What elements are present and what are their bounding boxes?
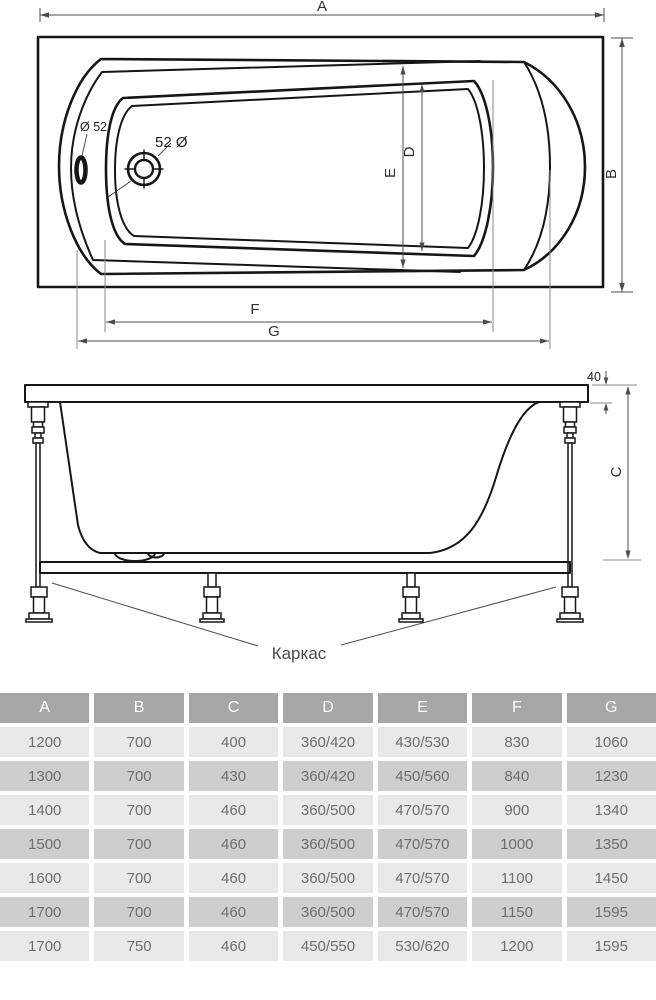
table-cell: 400 <box>189 727 278 757</box>
table-cell: 1595 <box>567 931 656 961</box>
table-cell: 430/530 <box>378 727 467 757</box>
frame-leg-left <box>28 402 48 587</box>
table-cell: 460 <box>189 829 278 859</box>
frame-leader-left <box>52 583 258 646</box>
frame-foot-mid-right <box>399 573 423 622</box>
table-cell: 1200 <box>472 931 561 961</box>
dim-label-f: F <box>250 301 260 318</box>
header-cell: C <box>189 693 278 723</box>
rim-slab <box>25 385 588 402</box>
header-cell: G <box>567 693 656 723</box>
table-cell: 1700 <box>0 931 89 961</box>
table-cell: 700 <box>94 863 183 893</box>
table-cell: 1340 <box>567 795 656 825</box>
table-cell: 430 <box>189 761 278 791</box>
header-cell: A <box>0 693 89 723</box>
table-cell: 470/570 <box>378 897 467 927</box>
side-view-dimensions <box>587 370 641 560</box>
header-cell: B <box>94 693 183 723</box>
table-cell: 470/570 <box>378 795 467 825</box>
table-cell: 1500 <box>0 829 89 859</box>
table-cell: 1400 <box>0 795 89 825</box>
table-cell: 460 <box>189 863 278 893</box>
table-cell: 1600 <box>0 863 89 893</box>
drain-trap-profile <box>115 553 164 561</box>
drain-leader-line-lower <box>108 181 131 197</box>
side-view <box>25 385 588 663</box>
table-cell: 360/500 <box>283 897 372 927</box>
table-cell: 1100 <box>472 863 561 893</box>
frame-leg-right <box>560 402 580 587</box>
headrest-inner-arc <box>524 62 550 270</box>
table-cell: 450/550 <box>283 931 372 961</box>
dim-label-e: E <box>382 167 399 179</box>
basin-opening <box>106 81 493 256</box>
table-cell: 1595 <box>567 897 656 927</box>
basin-floor <box>115 89 484 248</box>
header-cell: F <box>472 693 561 723</box>
table-cell: 1150 <box>472 897 561 927</box>
header-cell: E <box>378 693 467 723</box>
table-cell: 460 <box>189 931 278 961</box>
table-cell: 700 <box>94 829 183 859</box>
table-cell: 700 <box>94 795 183 825</box>
table-cell: 1060 <box>567 727 656 757</box>
table-cell: 900 <box>472 795 561 825</box>
table-cell: 450/560 <box>378 761 467 791</box>
dim-label-a: A <box>316 0 328 15</box>
table-cell: 460 <box>189 795 278 825</box>
overflow-hole <box>77 158 86 183</box>
tub-side-profile <box>60 402 539 553</box>
table-cell: 470/570 <box>378 863 467 893</box>
tub-rim-outline <box>59 59 585 274</box>
table-cell: 1200 <box>0 727 89 757</box>
table-cell: 470/570 <box>378 829 467 859</box>
table-cell: 360/500 <box>283 863 372 893</box>
table-cell: 530/620 <box>378 931 467 961</box>
table-cell: 360/420 <box>283 727 372 757</box>
table-cell: 700 <box>94 897 183 927</box>
dim-label-d: D <box>401 146 418 158</box>
table-cell: 1350 <box>567 829 656 859</box>
table-cell: 840 <box>472 761 561 791</box>
frame-callout-label: Каркас <box>271 644 327 663</box>
frame-leader-right <box>341 587 556 645</box>
table-cell: 360/500 <box>283 795 372 825</box>
table-cell: 1700 <box>0 897 89 927</box>
overflow-diameter-label: Ø 52 <box>80 120 108 134</box>
spec-table <box>0 693 656 961</box>
top-view <box>38 37 603 287</box>
rim-height-label: 40 <box>587 370 601 384</box>
table-cell: 1230 <box>567 761 656 791</box>
dim-label-c: C <box>608 466 625 478</box>
table-cell: 750 <box>94 931 183 961</box>
frame-foot-left <box>26 587 52 622</box>
table-cell: 360/420 <box>283 761 372 791</box>
table-cell: 830 <box>472 727 561 757</box>
table-cell: 460 <box>189 897 278 927</box>
dim-label-g: G <box>268 323 280 340</box>
frame-foot-right <box>557 587 583 622</box>
drain-hole <box>125 150 163 188</box>
frame-foot-mid-left <box>200 573 224 622</box>
table-cell: 700 <box>94 727 183 757</box>
table-cell: 1000 <box>472 829 561 859</box>
drain-diameter-label: 52 Ø <box>155 134 188 151</box>
frame-rail <box>40 562 570 573</box>
table-cell: 1450 <box>567 863 656 893</box>
header-cell: D <box>283 693 372 723</box>
dim-label-b: B <box>603 168 620 180</box>
table-cell: 360/500 <box>283 829 372 859</box>
table-cell: 1300 <box>0 761 89 791</box>
overflow-leader-line <box>82 134 87 156</box>
table-cell: 700 <box>94 761 183 791</box>
